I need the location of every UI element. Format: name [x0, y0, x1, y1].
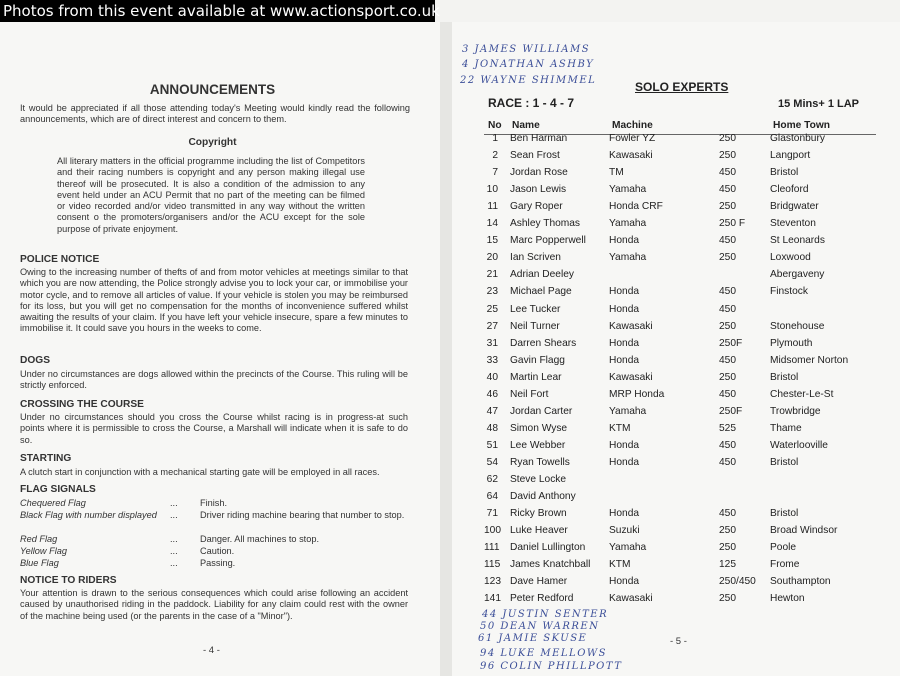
rider-name: Ricky Brown: [510, 508, 567, 520]
flag-dots: ...: [170, 558, 178, 568]
rider-home-town: Loxwood: [770, 252, 811, 264]
rider-cc: 450: [719, 167, 736, 179]
rider-cc: 450: [719, 235, 736, 247]
rider-home-town: Langport: [770, 150, 811, 162]
rider-number: 23: [486, 286, 498, 298]
rider-number: 40: [486, 371, 498, 383]
rider-home-town: Trowbridge: [770, 405, 821, 417]
rider-name: Lee Webber: [510, 439, 566, 451]
rider-number: 62: [486, 474, 498, 485]
rider-home-town: Frome: [770, 559, 800, 571]
notice-to-riders-heading: NOTICE TO RIDERS: [20, 575, 117, 586]
handwritten-note: 61 JAMIE SKUSE: [478, 633, 588, 644]
rider-number: 47: [486, 405, 498, 417]
rider-machine: Kawasaki: [609, 320, 653, 332]
flag-name: Black Flag with number displayed: [20, 510, 157, 520]
rider-home-town: Bridgwater: [770, 201, 819, 213]
rider-cc: 250: [719, 371, 736, 383]
crossing-text: Under no circumstances should you cross the Course whilst racing is in progress-at such points where it is permissible to cross the Course, a Marshall will indicate when it is safe to do so.: [20, 412, 408, 445]
flag-meaning: Passing.: [200, 558, 236, 568]
rider-number: 7: [492, 167, 498, 179]
flag-name: Yellow Flag: [20, 546, 67, 556]
rider-machine: TM: [609, 167, 624, 179]
rider-number: 15: [486, 235, 498, 247]
rider-number: 1: [492, 133, 498, 144]
flag-name: Blue Flag: [20, 558, 59, 568]
rider-machine: Yamaha: [609, 405, 647, 417]
rider-machine: Kawasaki: [609, 593, 653, 605]
police-notice-heading: POLICE NOTICE: [20, 254, 100, 265]
rider-home-town: Waterlooville: [770, 439, 828, 451]
flag-meaning: Danger. All machines to stop.: [200, 534, 319, 544]
rider-machine: Honda: [609, 337, 640, 349]
rider-cc: 250: [719, 150, 736, 162]
handwritten-note: 94 LUKE MELLOWS: [480, 648, 608, 659]
rider-name: Jordan Rose: [510, 167, 568, 179]
handwritten-note: 50 DEAN WARREN: [480, 621, 600, 632]
rider-number: 48: [486, 422, 498, 434]
flag-signals-heading: FLAG SIGNALS: [20, 484, 96, 495]
rider-home-town: Chester-Le-St: [770, 388, 834, 400]
rider-machine: Honda: [609, 439, 640, 451]
rider-cc: 250: [719, 320, 736, 332]
rider-number: 111: [484, 542, 500, 554]
race-duration: 15 Mins+ 1 LAP: [778, 98, 860, 110]
race-numbers: RACE : 1 - 4 - 7: [488, 96, 575, 110]
rider-machine: Honda: [609, 508, 640, 520]
rider-machine: KTM: [609, 559, 631, 571]
rider-cc: 450: [719, 286, 736, 298]
rider-name: Peter Redford: [510, 593, 574, 605]
rider-machine: Yamaha: [609, 218, 647, 230]
rider-cc: 450: [719, 388, 736, 400]
rider-name: Jordan Carter: [510, 405, 573, 417]
rider-machine: Honda: [609, 576, 640, 588]
rider-name: Sean Frost: [510, 150, 560, 162]
rider-name: Marc Popperwell: [510, 235, 586, 247]
rider-cc: 250: [719, 252, 736, 264]
rider-number: 123: [484, 576, 501, 588]
handwritten-note: 22 WAYNE SHIMMEL: [460, 75, 597, 86]
rider-name: Martin Lear: [510, 371, 562, 383]
rider-name: Daniel Lullington: [510, 542, 586, 554]
rider-number: 46: [486, 388, 498, 400]
flag-meaning: Caution.: [200, 546, 235, 556]
rider-cc: 250F: [719, 337, 743, 349]
dogs-heading: DOGS: [20, 355, 51, 366]
rider-machine: Yamaha: [609, 184, 647, 196]
rider-name: James Knatchball: [510, 559, 591, 571]
rider-number: 14: [486, 218, 498, 230]
rider-machine: KTM: [609, 422, 631, 434]
rider-number: 54: [486, 456, 498, 468]
handwritten-note: 96 COLIN PHILLPOTT: [480, 661, 623, 672]
column-header-no: No: [488, 120, 502, 131]
rider-cc: 250F: [719, 405, 743, 417]
rider-home-town: Poole: [770, 542, 797, 554]
copyright-heading: Copyright: [188, 137, 237, 148]
class-title: SOLO EXPERTS: [635, 80, 729, 94]
rider-name: Steve Locke: [510, 474, 567, 485]
flag-dots: ...: [170, 534, 178, 544]
rider-name: Ashley Thomas: [510, 218, 581, 230]
dogs-text: Under no circumstances are dogs allowed within the precincts of the Course. This ruling will be strictly enforced.: [20, 369, 408, 391]
rider-name: David Anthony: [510, 491, 576, 503]
flag-name: Chequered Flag: [20, 498, 86, 508]
rider-cc: 250: [719, 201, 736, 213]
starting-text: A clutch start in conjunction with a mechanical starting gate will be employed in all races.: [20, 467, 380, 477]
page-number-left: - 4 -: [203, 645, 220, 656]
rider-number: 71: [486, 508, 498, 520]
rider-number: 10: [486, 184, 498, 196]
rider-machine: Yamaha: [609, 252, 647, 264]
rider-number: 25: [486, 303, 498, 315]
police-notice-text: Owing to the increasing number of thefts of and from motor vehicles at meetings similar to that which you are now attending, the Police strongly advise you to lock your car, or immobilise your motor cycle, and to remove all articles of value. If your vehicle is stolen you may be reimbursed for its loss, but you will get no compensation for the months of inconvenience suffered whilst awaiting the results of your claim. If you have left your vehicle insecure, spare a few minutes to immobilise it. It could save you hours in the weeks to come.: [20, 267, 408, 334]
rider-machine: Honda: [609, 303, 640, 315]
rider-machine: Yamaha: [609, 542, 647, 554]
rider-machine: Fowler YZ: [609, 133, 656, 144]
crossing-heading: CROSSING THE COURSE: [20, 399, 144, 410]
rider-name: Adrian Deeley: [510, 269, 574, 281]
rider-cc: 525: [719, 422, 736, 434]
flag-dots: ...: [170, 510, 178, 520]
rider-name: Michael Page: [510, 286, 572, 298]
rider-home-town: Stonehouse: [770, 320, 825, 332]
rider-number: 11: [487, 201, 498, 213]
rider-number: 51: [486, 439, 498, 451]
rider-name: Neil Fort: [510, 388, 549, 400]
rider-number: 64: [486, 491, 498, 503]
rider-home-town: Bristol: [770, 456, 799, 468]
rider-name: Lee Tucker: [510, 303, 561, 315]
rider-cc: 450: [719, 354, 736, 366]
rider-cc: 450: [719, 456, 736, 468]
rider-cc: 450: [719, 303, 736, 315]
column-header-machine: Machine: [612, 120, 653, 131]
rider-cc: 450: [719, 184, 736, 196]
starting-heading: STARTING: [20, 453, 72, 464]
page-number-right: - 5 -: [670, 636, 687, 647]
page-gutter: [440, 22, 452, 676]
rider-number: 31: [486, 337, 498, 349]
rider-home-town: Glastonbury: [770, 133, 825, 144]
rider-name: Gary Roper: [510, 201, 563, 213]
rider-home-town: Southampton: [770, 576, 831, 588]
rider-name: Jason Lewis: [510, 184, 567, 196]
rider-cc: 450: [719, 439, 736, 451]
rider-number: 27: [486, 320, 498, 332]
rider-machine: Honda: [609, 286, 640, 298]
rider-home-town: Bristol: [770, 508, 799, 520]
column-header-name: Name: [512, 120, 540, 131]
watermark-banner: Photos from this event available at www.actionsport.co.uk: [0, 0, 435, 22]
rider-number: 2: [492, 150, 498, 162]
rider-number: 100: [484, 525, 501, 537]
intro-text: It would be appreciated if all those attending today's Meeting would kindly read the following announcements, which are of direct interest and concern to them.: [20, 103, 410, 125]
rider-name: Ian Scriven: [510, 252, 561, 264]
rider-cc: 250/450: [719, 576, 756, 588]
flag-meaning: Driver riding machine bearing that number to stop.: [200, 510, 405, 520]
rider-home-town: Finstock: [770, 286, 808, 298]
announcements-title: ANNOUNCEMENTS: [149, 82, 276, 97]
rider-home-town: Plymouth: [770, 337, 813, 349]
rider-machine: MRP Honda: [609, 388, 665, 400]
rider-home-town: Hewton: [770, 593, 805, 605]
notice-to-riders-text: Your attention is drawn to the serious consequences which could arise following an accident caused by unauthorised riding in the paddock. Liability for any claim could rest with the owner of the machine being used (or the parents in the case of a "Minor").: [20, 588, 408, 621]
rider-home-town: Midsomer Norton: [770, 354, 849, 366]
rider-cc: 250: [719, 542, 736, 554]
rider-name: Darren Shears: [510, 337, 577, 349]
rider-name: Simon Wyse: [510, 422, 568, 434]
rider-cc: 250: [719, 133, 736, 144]
copyright-text: All literary matters in the official programme including the list of Competitors and their racing numbers is copyright and any person making illegal use thereof will be prosecuted. It is also a condition of the admission to any event held under an ACU Permit that no part of the meeting can be filmed or video recorded and/or video transmitted in any way without the written consent o the promoters/organisers and/or the ACU except for the sole purpose of private enjoyment.: [57, 156, 365, 234]
rider-machine: Honda CRF: [609, 201, 663, 213]
rider-name: Luke Heaver: [510, 525, 568, 537]
rider-number: 115: [484, 559, 501, 571]
rider-name: Ben Harman: [510, 133, 568, 144]
rider-machine: Honda: [609, 354, 640, 366]
rider-home-town: Bristol: [770, 167, 799, 179]
rider-name: Gavin Flagg: [510, 354, 565, 366]
rider-machine: Suzuki: [609, 525, 640, 537]
rider-number: 141: [484, 593, 501, 605]
rider-home-town: Bristol: [770, 371, 799, 383]
column-header-home-town: Home Town: [773, 120, 830, 131]
rider-name: Ryan Towells: [510, 456, 570, 468]
rider-home-town: Broad Windsor: [770, 525, 838, 537]
rider-number: 33: [486, 354, 498, 366]
rider-cc: 250 F: [719, 218, 746, 230]
rider-machine: Kawasaki: [609, 371, 653, 383]
rider-cc: 250: [719, 593, 736, 605]
rider-name: Dave Hamer: [510, 576, 568, 588]
flag-name: Red Flag: [20, 534, 58, 544]
rider-cc: 250: [719, 525, 736, 537]
handwritten-note: 44 JUSTIN SENTER: [482, 609, 609, 620]
handwritten-note: 4 JONATHAN ASHBY: [462, 59, 595, 70]
rider-number: 20: [486, 252, 498, 264]
rider-cc: 450: [719, 508, 736, 520]
rider-name: Neil Turner: [510, 320, 560, 332]
handwritten-note: 3 JAMES WILLIAMS: [462, 44, 591, 55]
flag-meaning: Finish.: [200, 498, 228, 508]
flag-dots: ...: [170, 546, 178, 556]
rider-home-town: Cleoford: [770, 184, 809, 196]
rider-home-town: Abergaveny: [770, 269, 825, 281]
rider-home-town: Thame: [770, 422, 802, 434]
rider-home-town: St Leonards: [770, 235, 825, 247]
rider-machine: Kawasaki: [609, 150, 653, 162]
rider-number: 21: [486, 269, 498, 281]
rider-machine: Honda: [609, 235, 640, 247]
rider-home-town: Steventon: [770, 218, 816, 230]
flag-dots: ...: [170, 498, 178, 508]
rider-machine: Honda: [609, 456, 640, 468]
rider-cc: 125: [719, 559, 736, 571]
